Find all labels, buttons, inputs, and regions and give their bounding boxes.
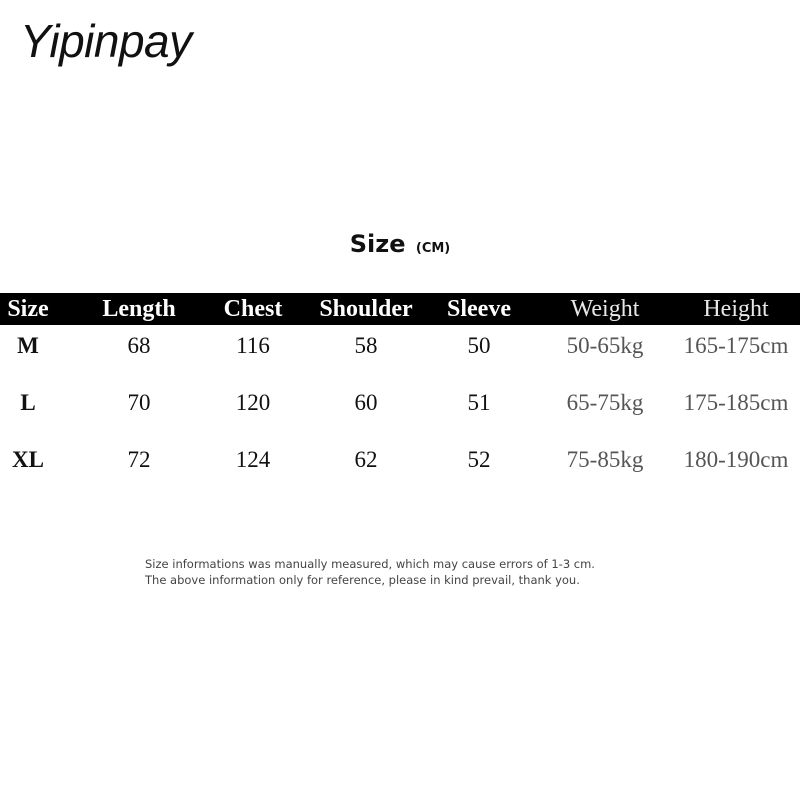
note-line-1: Size informations was manually measured, which may cause errors of 1-3 cm. [145, 557, 595, 571]
header-shoulder: Shoulder [319, 295, 413, 322]
cell-height: 175-185cm [683, 389, 789, 415]
cell-height: 165-175cm [683, 332, 789, 358]
note-line-2: The above information only for reference, please in kind prevail, thank you. [145, 573, 580, 587]
table-row [0, 439, 800, 496]
brand-logo-text: Yipinpay [20, 15, 192, 67]
header-length: Length [102, 295, 176, 322]
size-chart-table [0, 293, 800, 496]
cell-size: L [20, 389, 36, 415]
size-chart-title-main: Size [349, 230, 406, 258]
measurement-note [145, 556, 595, 588]
cell-size: XL [12, 446, 44, 472]
cell-shoulder: 62 [354, 446, 378, 472]
cell-length: 68 [127, 332, 151, 358]
cell-weight: 65-75kg [566, 389, 644, 415]
cell-length: 70 [127, 389, 151, 415]
cell-chest: 116 [236, 332, 270, 358]
header-weight: Weight [570, 295, 640, 322]
cell-shoulder: 60 [354, 389, 378, 415]
cell-height: 180-190cm [683, 446, 789, 472]
cell-chest: 124 [235, 446, 271, 472]
cell-chest: 120 [235, 389, 271, 415]
cell-weight: 50-65kg [566, 332, 644, 358]
size-chart-title [0, 230, 800, 258]
header-chest: Chest [223, 295, 283, 322]
cell-sleeve: 50 [467, 332, 491, 358]
cell-sleeve: 51 [467, 389, 491, 415]
header-size: Size [7, 295, 49, 322]
header-height: Height [703, 295, 769, 322]
cell-sleeve: 52 [467, 446, 491, 472]
cell-weight: 75-85kg [566, 446, 644, 472]
cell-length: 72 [127, 446, 151, 472]
cell-size: M [17, 332, 39, 358]
size-chart-title-unit: (CM) [415, 241, 451, 256]
cell-shoulder: 58 [354, 332, 378, 358]
header-sleeve: Sleeve [447, 295, 511, 322]
